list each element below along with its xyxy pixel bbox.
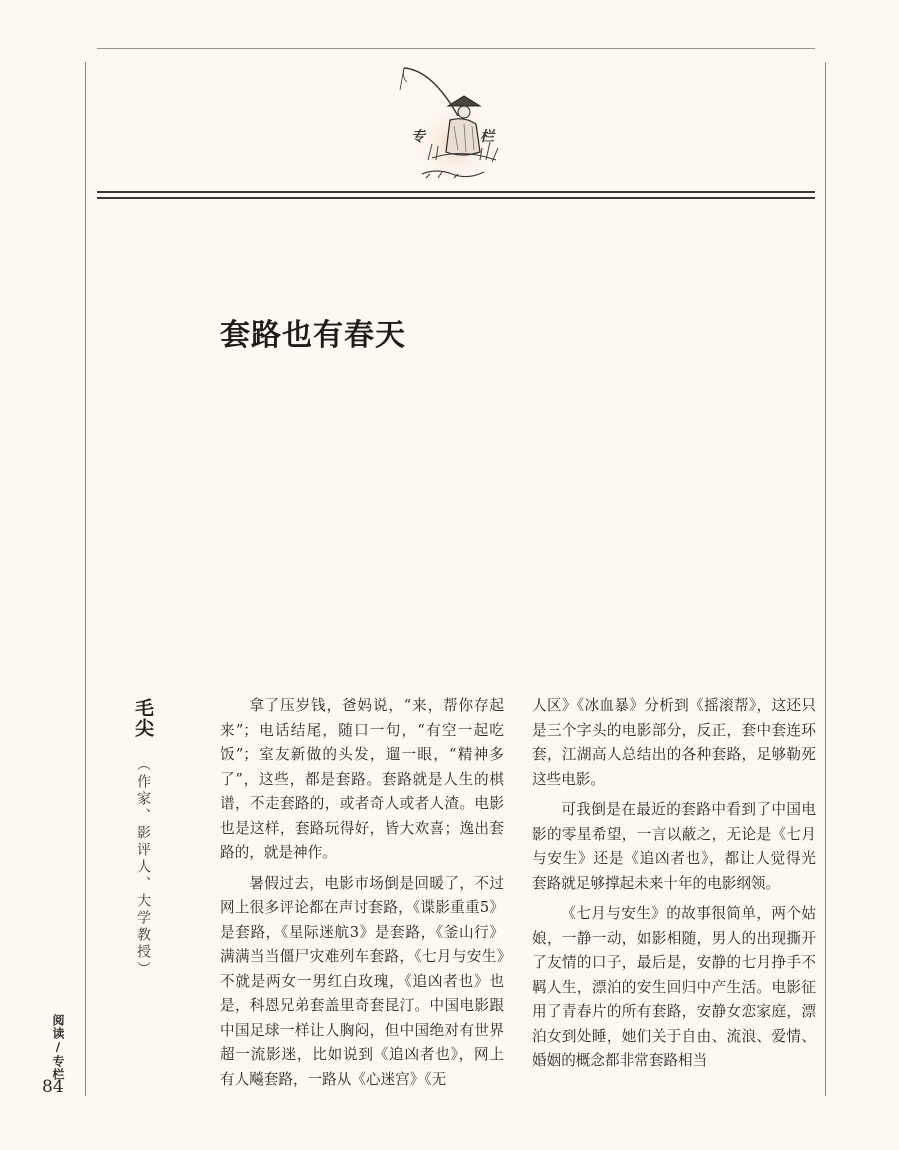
paragraph: 暑假过去，电影市场倒是回暖了，不过网上很多评论都在声讨套路，《谍影重重5》是套路，《星际迷航3》是套路，《釜山行》满满当当僵尸灾难列车套路，《七月与安生》不就是两女一男红白玫瑰，《追凶者也》也是，科恩兄弟套盖里奇套昆汀。中国电影跟中国足球一样让人胸闷，但中国绝对有世界超一流影迷，比如说到《追凶者也》，网上有人飚套路，一路从《心迷宫》《无: [220, 874, 504, 1088]
author-name: 毛尖: [132, 698, 154, 738]
author-note: （作家、影评人、大学教授）: [135, 757, 151, 978]
header-rule-upper: [97, 191, 815, 193]
header-rule-lower: [97, 197, 815, 199]
paragraph: 《七月与安生》的故事很简单，两个姑娘，一静一动，如影相随，男人的出现撕开了友情的口子，最后是，安静的七月挣手不羁人生，漂泊的安生回归中产生活。电影征用了青春片的所有套路，安静女恋家庭，漂泊女到处睡，她们关于自由、流浪、爱情、婚姻的概念都非常套路相当: [532, 905, 816, 1069]
article-title: 套路也有春天: [220, 318, 406, 353]
paragraph: 可我倒是在最近的套路中看到了中国电影的零星希望，一言以蔽之，无论是《七月与安生》还是《追凶者也》，都让人觉得光套路就足够撑起未来十年的电影纲领。: [532, 801, 816, 892]
frame-right-border: [825, 62, 826, 1096]
column-label-left: 专: [411, 129, 425, 145]
article-column-right: [532, 694, 816, 1080]
author-byline: [127, 698, 157, 978]
paragraph: 拿了压岁钱，爸妈说，“来，帮你存起来”；电话结尾，随口一句，“有空一起吃饭”；室友新做的头发，遛一眼，“精神多了”，这些，都是套路。套路就是人生的棋谱，不走套路的，或者奇人或者人渣。电影也是这样，套路玩得好，皆大欢喜；逸出套路的，就是神作。: [220, 697, 504, 861]
section-label: 阅读/专栏: [51, 1014, 65, 1081]
article-column-left: [220, 694, 504, 1098]
fisherman-illustration: [392, 60, 510, 184]
page-number: 84: [42, 1077, 64, 1097]
paragraph: 人区》《冰血暴》分析到《摇滚帮》，这还只是三个字头的电影部分，反正，套中套连环套，江湖高人总结出的各种套路，足够勒死这些电影。: [532, 697, 816, 788]
top-rule: [97, 48, 815, 49]
frame-left-border: [85, 62, 86, 1096]
column-label-right: 栏: [480, 129, 494, 145]
